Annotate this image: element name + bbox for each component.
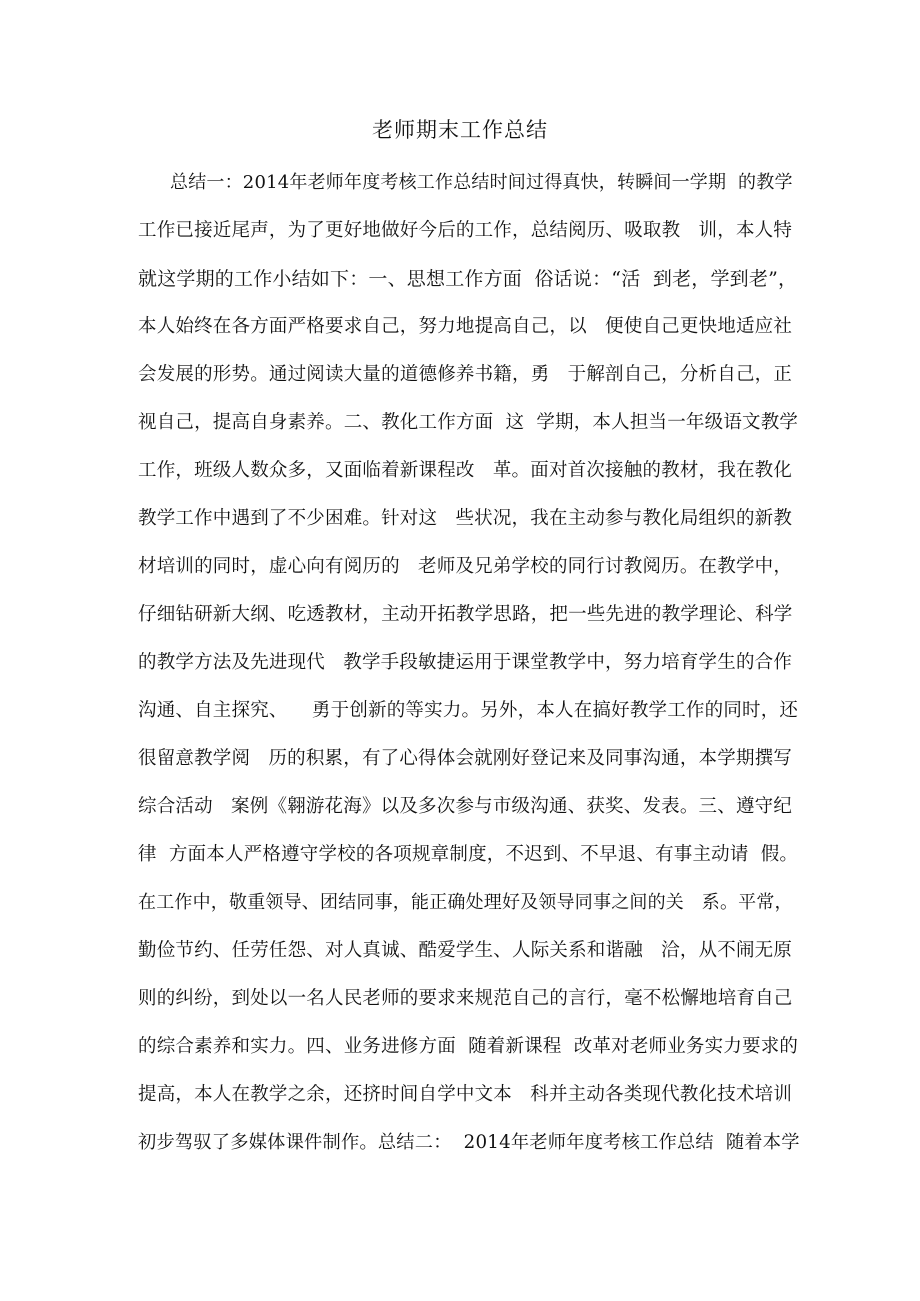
- body-line: 提高，本人在教学之余，还挤时间自学中文本 科并主动各类现代教化技术培训: [138, 1084, 793, 1105]
- body-line: 教学工作中遇到了不少困难。针对这 些状况，我在主动参与教化局组织的新教: [138, 508, 793, 529]
- body-line: 勤俭节约、任劳任怨、对人真诚、酷爱学生、人际关系和谐融 洽，从不闹无原: [138, 940, 793, 961]
- body-line: 工作已接近尾声，为了更好地做好今后的工作，总结阅历、吸取教 训，本人特: [138, 220, 793, 241]
- body-line: 材培训的同时，虚心向有阅历的 老师及兄弟学校的同行讨教阅历。在教学中，: [138, 556, 793, 577]
- body-line: 律 方面本人严格遵守学校的各项规章制度，不迟到、不早退、有事主动请 假。: [138, 844, 799, 865]
- body-line: 的教学方法及先进现代 教学手段敏捷运用于课堂教学中，努力培育学生的合作: [138, 652, 793, 673]
- body-line: 总结一：2014年老师年度考核工作总结时间过得真快，转瞬间一学期 的教学: [170, 172, 793, 193]
- body-line: 就这学期的工作小结如下：一、思想工作方面 俗话说：“活 到老，学到老”，: [138, 268, 798, 290]
- body-line: 的综合素养和实力。四、业务进修方面 随着新课程 改革对老师业务实力要求的: [138, 1036, 799, 1057]
- body-line: 本人始终在各方面严格要求自己，努力地提高自己，以 便使自己更快地适应社: [138, 316, 793, 337]
- body-line: 工作，班级人数众多，又面临着新课程改 革。面对首次接触的教材，我在教化: [138, 460, 793, 481]
- body-line: 视自己，提高自身素养。二、教化工作方面 这 学期，本人担当一年级语文教学: [138, 412, 799, 433]
- body-line: 仔细钻研新大纲、吃透教材，主动开拓教学思路，把一些先进的教学理论、科学: [138, 604, 793, 625]
- document-title: 老师期末工作总结: [372, 118, 548, 142]
- body-line: 会发展的形势。通过阅读大量的道德修养书籍，勇 于解剖自己，分析自己，正: [138, 364, 793, 385]
- body-line: 很留意教学阅 历的积累，有了心得体会就刚好登记来及同事沟通，本学期撰写: [138, 748, 793, 769]
- body-line: 在工作中，敬重领导、团结同事，能正确处理好及领导同事之间的关 系。平常，: [138, 892, 793, 913]
- body-line: 初步驾驭了多媒体课件制作。总结二： 2014年老师年度考核工作总结 随着本学: [138, 1132, 800, 1153]
- body-line: 综合活动 案例《翱游花海》以及多次参与市级沟通、获奖、发表。三、遵守纪: [138, 796, 793, 817]
- body-line: 沟通、自主探究、 勇于创新的等实力。另外，本人在搞好教学工作的同时，还: [138, 700, 799, 721]
- body-line: 则的纠纷，到处以一名人民老师的要求来规范自己的言行，毫不松懈地培育自己: [138, 988, 793, 1009]
